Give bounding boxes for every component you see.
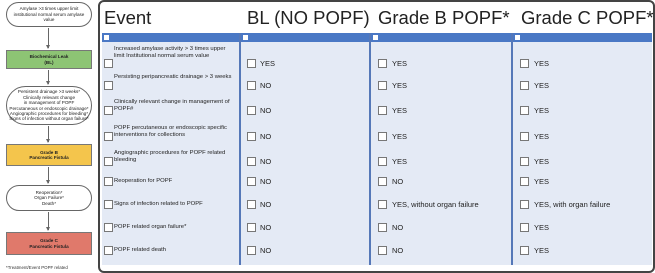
severe-node	[6, 185, 92, 211]
grade-b-checkbox[interactable]	[378, 223, 387, 232]
bl-checkbox[interactable]	[247, 59, 256, 68]
grade-c-answer: YES	[534, 177, 550, 186]
grade-b-answer: YES, without organ failure	[392, 200, 479, 209]
grade-c-node	[6, 232, 92, 255]
grade-c-checkbox[interactable]	[520, 177, 529, 186]
grade-c-answer: YES	[534, 157, 550, 166]
grade-c-answer: YES, with organ failure	[534, 200, 611, 209]
criteria-line-6: Signs of infection without organ failure*	[9, 116, 89, 122]
event-label: Increased amylase activity > 3 times upper limit Institutional normal serum value	[114, 46, 226, 60]
bl-header-bar	[241, 33, 369, 42]
grade-c-line-1: Grade C	[40, 238, 58, 244]
grade-b-answer: NO	[392, 177, 404, 186]
criteria-node	[6, 86, 92, 125]
footnote: *Treatment/Event POPF related	[6, 265, 68, 270]
header-event: Event	[104, 7, 152, 28]
table-row	[100, 195, 655, 217]
criteria-line-1: Persistent drainage >3 weeks*	[17, 89, 81, 95]
bl-checkbox[interactable]	[247, 132, 256, 141]
severe-line-2: Organ Failure*	[34, 195, 64, 201]
grade-c-checkbox[interactable]	[520, 81, 529, 90]
grade-b-answer: YES	[392, 106, 408, 115]
bl-answer: NO	[260, 177, 272, 186]
bl-answer: YES	[260, 59, 276, 68]
event-checkbox[interactable]	[104, 132, 113, 141]
criteria-line-4: Percutaneous or endoscopic drainage*	[9, 105, 89, 111]
header-grade-b: Grade B POPF*	[378, 7, 510, 28]
grade-b-answer: NO	[392, 223, 404, 232]
amylase-line-3: value	[43, 17, 55, 23]
amylase-line-2: institutional normal serum amylase	[13, 11, 85, 17]
event-label: POPF percutaneous or endoscopic specific interventions for collections	[114, 125, 227, 139]
bl-checkbox[interactable]	[247, 81, 256, 90]
event-label: POPF related organ failure*	[114, 224, 187, 230]
amylase-line-1: Amylase >3 times upper limit	[19, 6, 79, 12]
grade-b-node	[6, 144, 92, 166]
grade-c-line-2: Pancreatic Fistula	[29, 243, 69, 249]
bl-checkbox[interactable]	[247, 246, 256, 255]
event-label: Clinically relevant change in management of POPF#	[114, 99, 230, 113]
biochemical-leak-node	[6, 50, 92, 69]
table-row	[100, 71, 655, 95]
grade-b-checkbox[interactable]	[378, 59, 387, 68]
grade-c-checkbox[interactable]	[520, 246, 529, 255]
severe-line-1: Reoperation*	[35, 189, 63, 195]
grade-c-checkbox[interactable]	[520, 106, 529, 115]
table-row	[100, 172, 655, 194]
grade-b-answer: NO	[392, 246, 404, 255]
header-bl: BL (NO POPF)	[247, 7, 370, 28]
grade-b-checkbox[interactable]	[378, 106, 387, 115]
table-row	[100, 44, 655, 70]
table-row	[100, 241, 655, 263]
table-row	[100, 218, 655, 240]
grade-c-checkbox[interactable]	[520, 157, 529, 166]
event-checkbox[interactable]	[104, 106, 113, 115]
grade-c-checkbox[interactable]	[520, 59, 529, 68]
grade-c-checkbox[interactable]	[520, 132, 529, 141]
table-row	[100, 147, 655, 171]
grade-b-answer: YES	[392, 81, 408, 90]
grade-b-header-bar	[371, 33, 511, 42]
bl-line-2: (BL)	[44, 59, 54, 65]
criteria-line-3: in management of POPF	[23, 100, 75, 106]
grade-c-answer: YES	[534, 223, 550, 232]
bl-answer: NO	[260, 223, 272, 232]
bl-checkbox[interactable]	[247, 157, 256, 166]
header-grade-c: Grade C POPF*	[521, 7, 654, 28]
grade-b-checkbox[interactable]	[378, 157, 387, 166]
grade-c-answer: YES	[534, 106, 550, 115]
grade-b-checkbox[interactable]	[378, 177, 387, 186]
event-checkbox[interactable]	[104, 177, 113, 186]
grading-table	[98, 0, 655, 273]
grade-c-answer: YES	[534, 81, 550, 90]
flow-arrow	[48, 212, 49, 230]
criteria-line-2: Clinically relevant change	[22, 94, 76, 100]
event-checkbox[interactable]	[104, 81, 113, 90]
event-checkbox[interactable]	[104, 200, 113, 209]
grade-b-line-2: Pancreatic Fistula	[29, 155, 69, 160]
grade-b-checkbox[interactable]	[378, 246, 387, 255]
grade-b-checkbox[interactable]	[378, 132, 387, 141]
grade-c-checkbox[interactable]	[520, 200, 529, 209]
flow-arrow	[48, 126, 49, 142]
criteria-line-5: Angiographic procedures for bleeding*	[9, 110, 89, 116]
event-checkbox[interactable]	[104, 59, 113, 68]
grade-b-answer: YES	[392, 59, 408, 68]
bl-answer: NO	[260, 81, 272, 90]
event-label: Reoperation for POPF	[114, 178, 173, 184]
bl-answer: NO	[260, 200, 272, 209]
flow-arrow	[48, 167, 49, 183]
event-label: Persisting peripancreatic drainage > 3 weeks	[114, 74, 232, 80]
event-label: Angiographic procedures for POPF related bleeding	[114, 150, 226, 164]
grade-b-checkbox[interactable]	[378, 200, 387, 209]
grade-b-line-1: Grade B	[40, 149, 58, 155]
event-header-bar	[102, 33, 239, 42]
bl-checkbox[interactable]	[247, 177, 256, 186]
flow-arrow	[48, 28, 49, 48]
table-row	[100, 96, 655, 120]
event-label: Signs of infection related to POPF	[114, 201, 203, 207]
bl-answer: NO	[260, 106, 272, 115]
grade-b-answer: YES	[392, 157, 408, 166]
amylase-node	[6, 2, 92, 27]
bl-checkbox[interactable]	[247, 223, 256, 232]
flow-arrow	[48, 70, 49, 84]
event-checkbox[interactable]	[104, 223, 113, 232]
flowchart	[0, 0, 95, 273]
grade-b-answer: YES	[392, 132, 408, 141]
grade-b-checkbox[interactable]	[378, 81, 387, 90]
grade-c-answer: YES	[534, 246, 550, 255]
bl-checkbox[interactable]	[247, 106, 256, 115]
grade-c-checkbox[interactable]	[520, 223, 529, 232]
event-label: POPF related death	[114, 247, 167, 253]
bl-answer: NO	[260, 157, 272, 166]
bl-answer: NO	[260, 246, 272, 255]
grade-c-header-bar	[513, 33, 652, 42]
event-checkbox[interactable]	[104, 157, 113, 166]
grade-c-answer: YES	[534, 132, 550, 141]
bl-line-1: Biochemical Leak	[29, 54, 69, 60]
bl-answer: NO	[260, 132, 272, 141]
grade-c-answer: YES	[534, 59, 550, 68]
bl-checkbox[interactable]	[247, 200, 256, 209]
event-checkbox[interactable]	[104, 246, 113, 255]
table-row	[100, 122, 655, 146]
severe-line-3: Death*	[41, 200, 57, 206]
